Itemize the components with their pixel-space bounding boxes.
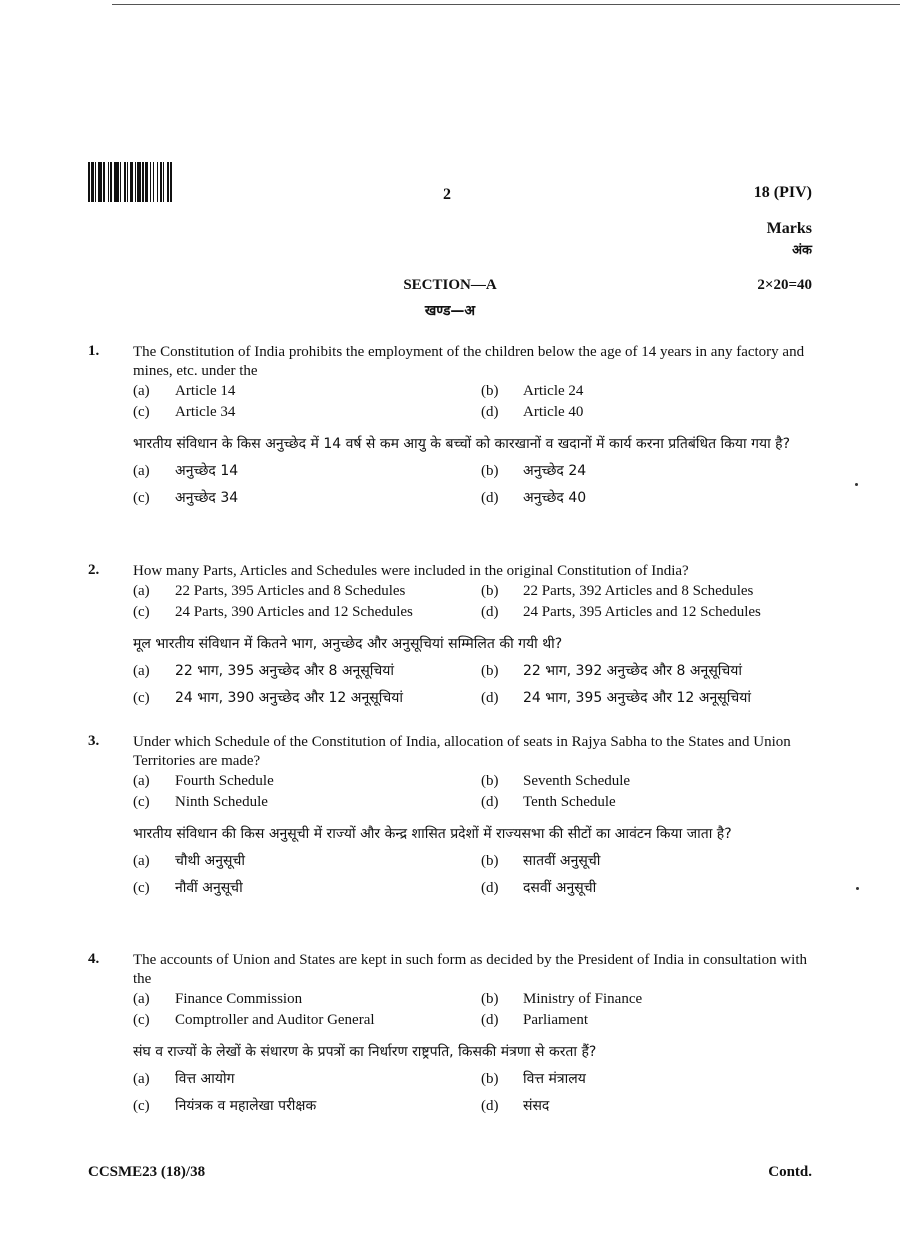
option-b-hi: (b) वित्त मंत्रालय — [481, 1071, 586, 1087]
options-hi — [133, 848, 818, 902]
option-d-hi: (d) संसद — [481, 1098, 550, 1114]
option-b-hi: (b) सातवीं अनुसूची — [481, 853, 601, 869]
question-number: 4. — [88, 951, 100, 967]
option-a-hi: (a) अनुच्छेद 14 — [133, 463, 239, 479]
section-title-hi: खण्ड—अ — [424, 303, 476, 319]
question-number: 1. — [88, 343, 100, 359]
marks-label-en: Marks — [766, 220, 812, 237]
option-d-hi: (d) 24 भाग, 395 अनुच्छेद और 12 अनूसूचियां — [481, 690, 751, 706]
question-text-hi: मूल भारतीय संविधान में कितने भाग, अनुच्छेद और अनुसूचियां सम्मिलित की गयी थी? — [133, 636, 563, 652]
question-2 — [88, 562, 818, 712]
question-3 — [88, 733, 818, 902]
option-b-hi: (b) अनुच्छेद 24 — [481, 463, 587, 479]
option-c: (c) Article 34 — [133, 404, 236, 420]
option-d: (d) Tenth Schedule — [481, 794, 616, 810]
footer-contd: Contd. — [768, 1164, 812, 1180]
option-b: (b) Seventh Schedule — [481, 773, 631, 789]
speck — [856, 887, 859, 890]
options-hi — [133, 1066, 818, 1120]
question-text-hi: संघ व राज्यों के लेखों के संधारण के प्रपत्रों का निर्धारण राष्ट्रपति, किसकी मंत्रणा से करता हैं? — [133, 1044, 597, 1060]
option-c: (c) Ninth Schedule — [133, 794, 268, 810]
question-4 — [88, 951, 818, 1120]
options-en — [133, 381, 818, 423]
option-a: (a) Article 14 — [133, 383, 236, 399]
marks-heading — [767, 218, 812, 262]
option-a: (a) Finance Commission — [133, 991, 303, 1007]
options-hi — [133, 658, 818, 712]
option-c-hi: (c) 24 भाग, 390 अनुच्छेद और 12 अनूसूचियां — [133, 690, 403, 706]
option-d: (d) Article 40 — [481, 404, 584, 420]
option-c: (c) 24 Parts, 390 Articles and 12 Schedules — [133, 604, 413, 620]
option-c-hi: (c) अनुच्छेद 34 — [133, 490, 239, 506]
question-text-en: Under which Schedule of the Constitution of India, allocation of seats in Rajya Sabha to the States and Union Territories are made? — [133, 734, 791, 769]
question-1 — [88, 343, 818, 512]
top-rule — [112, 4, 900, 5]
options-en — [133, 989, 818, 1031]
section-marks: 2×20=40 — [757, 277, 812, 293]
option-b-hi: (b) 22 भाग, 392 अनुच्छेद और 8 अनूसूचियां — [481, 663, 743, 679]
question-text-en: How many Parts, Articles and Schedules were included in the original Constitution of India? — [133, 563, 689, 579]
options-en — [133, 581, 818, 623]
option-a: (a) 22 Parts, 395 Articles and 8 Schedules — [133, 583, 406, 599]
question-text-hi: भारतीय संविधान के किस अनुच्छेद में 14 वर्ष से कम आयु के बच्चों को कारखानों व खदानों में कार्य करना प्रतिबंधित किया गया है? — [133, 436, 791, 452]
question-text-en: The accounts of Union and States are kept in such form as decided by the President of India in consultation with the — [133, 952, 807, 987]
option-c-hi: (c) नियंत्रक व महालेखा परीक्षक — [133, 1098, 317, 1114]
question-text-en: The Constitution of India prohibits the employment of the children below the age of 14 years in any factory and mines, etc. under the — [133, 344, 805, 379]
option-c: (c) Comptroller and Auditor General — [133, 1012, 375, 1028]
speck — [855, 483, 858, 486]
question-number: 3. — [88, 733, 100, 749]
paper-code: 18 (PIV) — [753, 184, 812, 201]
option-a-hi: (a) चौथी अनुसूची — [133, 853, 245, 869]
option-d: (d) 24 Parts, 395 Articles and 12 Schedules — [481, 604, 761, 620]
options-hi — [133, 458, 818, 512]
marks-label-hi: अंक — [792, 243, 812, 258]
option-c-hi: (c) नौवीं अनुसूची — [133, 880, 243, 896]
footer-code: CCSME23 (18)/38 — [88, 1164, 206, 1180]
option-b: (b) Article 24 — [481, 383, 584, 399]
question-text-hi: भारतीय संविधान की किस अनुसूची में राज्यों और केन्द्र शासित प्रदेशों में राज्यसभा की सीटों का आवंटन किया जाता है? — [133, 826, 732, 842]
option-d-hi: (d) दसवीं अनुसूची — [481, 880, 597, 896]
barcode — [88, 162, 264, 202]
option-d: (d) Parliament — [481, 1012, 588, 1028]
question-number: 2. — [88, 562, 100, 578]
option-a-hi: (a) वित्त आयोग — [133, 1071, 235, 1087]
section-title: SECTION—A — [403, 277, 497, 293]
option-a: (a) Fourth Schedule — [133, 773, 274, 789]
options-en — [133, 771, 818, 813]
option-b: (b) Ministry of Finance — [481, 991, 643, 1007]
page-number: 2 — [443, 186, 451, 203]
option-b: (b) 22 Parts, 392 Articles and 8 Schedules — [481, 583, 754, 599]
option-d-hi: (d) अनुच्छेद 40 — [481, 490, 587, 506]
option-a-hi: (a) 22 भाग, 395 अनुच्छेद और 8 अनूसूचियां — [133, 663, 395, 679]
